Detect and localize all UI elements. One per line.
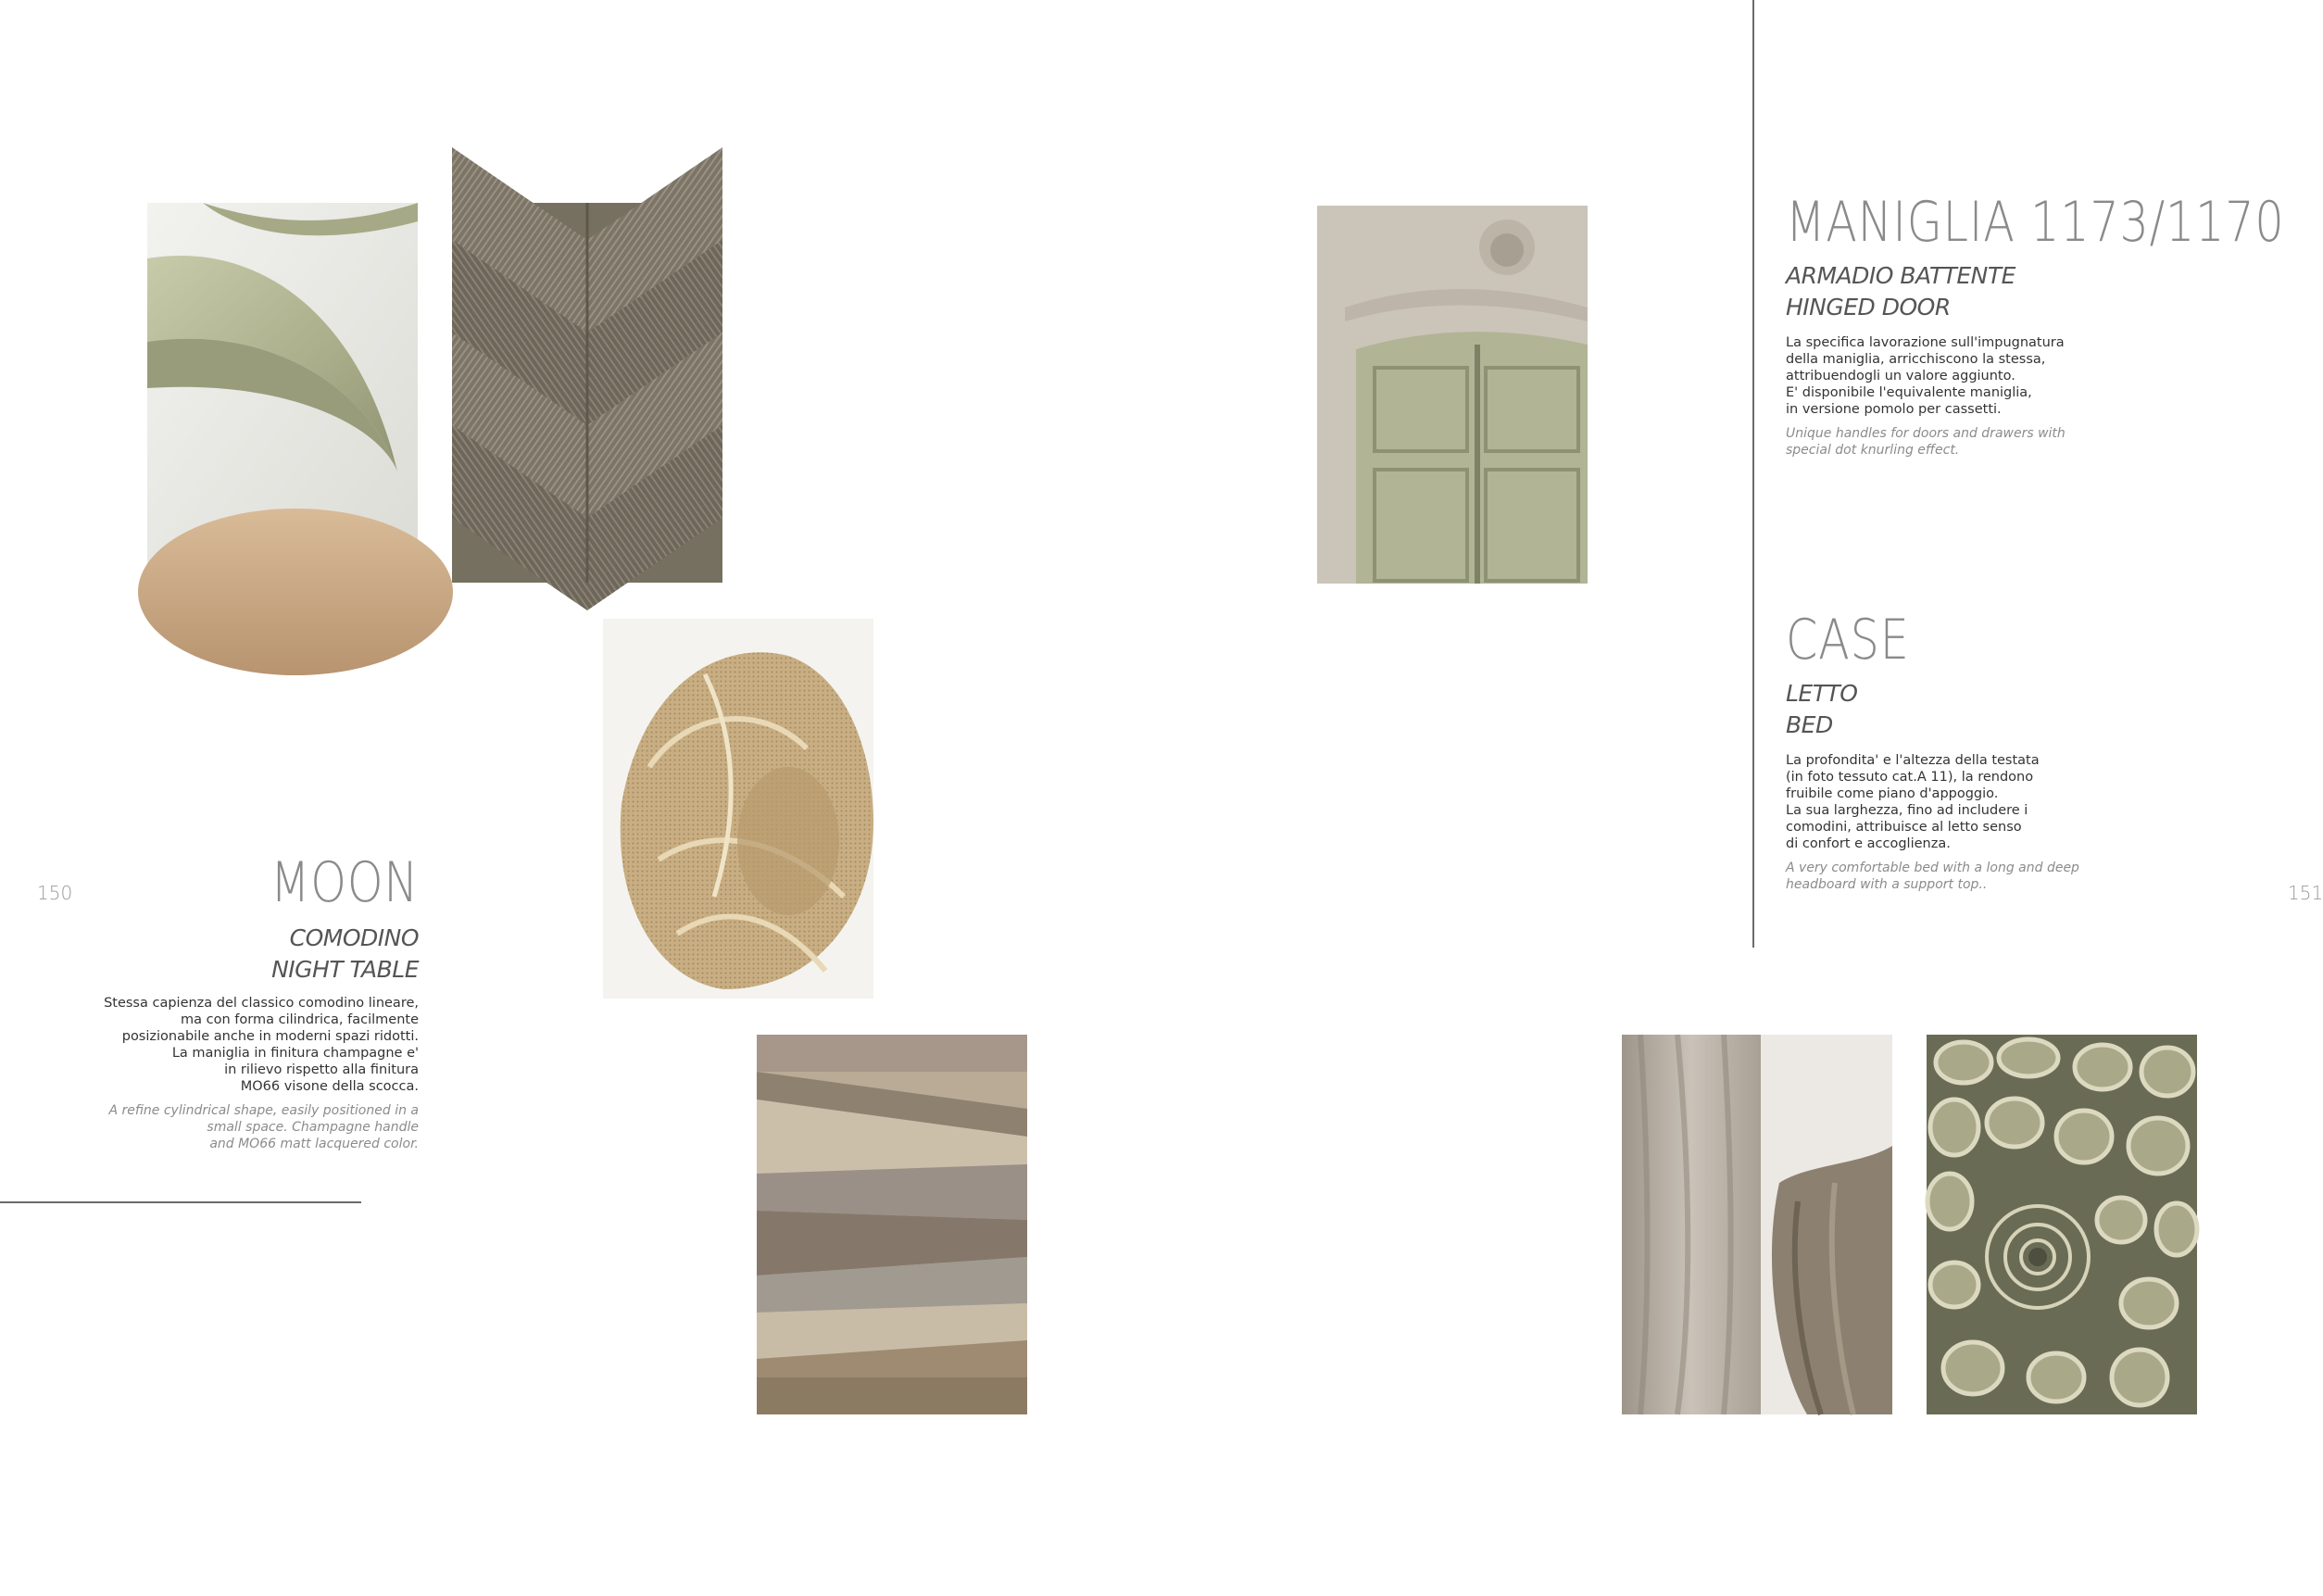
moon-body-it-line: MO66 visone della scocca. <box>240 1079 419 1094</box>
classic-door-photo <box>1317 206 1588 584</box>
moon-body-en-line: A refine cylindrical shape, easily positioned in a <box>108 1103 419 1118</box>
maniglia-body-en-line: special dot knurling effect. <box>1786 443 1960 458</box>
case-subtitle-it: LETTO <box>1786 680 1858 707</box>
page-number-right: 151 <box>2288 882 2323 904</box>
maniglia-body-en-line: Unique handles for doors and drawers with <box>1786 426 2066 441</box>
maniglia-body-it-line: in versione pomolo per cassetti. <box>1786 402 2002 417</box>
maniglia-title: MANIGLIA 1173/1170 <box>1786 190 2285 255</box>
maniglia-subtitle-en: HINGED DOOR <box>1786 294 1951 320</box>
case-body-it-line: (in foto tessuto cat.A 11), la rendono <box>1786 770 2034 785</box>
chevron-texture-photo <box>452 203 722 583</box>
case-body-it <box>1786 752 2175 852</box>
case-body-it-line: di confort e accoglienza. <box>1786 836 1951 851</box>
moon-body-it-line: posizionabile anche in moderni spazi ridotti. <box>121 1029 419 1044</box>
moon-body-en <box>30 1102 419 1152</box>
maniglia-body-it-line: della maniglia, arricchiscono la stessa, <box>1786 352 2046 367</box>
moon-body-it-line: La maniglia in finitura champagne e' <box>171 1046 419 1061</box>
case-body-en-line: A very comfortable bed with a long and deep <box>1786 861 2079 875</box>
curtain-vase-photo <box>1622 1035 1892 1414</box>
flower-relief-photo <box>1927 1035 2197 1414</box>
moon-body-it-line: Stessa capienza del classico comodino lineare, <box>104 996 419 1011</box>
case-body-it-line: comodini, attribuisce al letto senso <box>1786 820 2022 835</box>
maniglia-body-en <box>1786 425 2175 459</box>
striped-rug-photo <box>757 1035 1027 1414</box>
case-body-it-line: La profondita' e l'altezza della testata <box>1786 753 2040 768</box>
maniglia-body-it-line: E' disponibile l'equivalente maniglia, <box>1786 385 2032 400</box>
case-body-it-line: La sua larghezza, fino ad includere i <box>1786 803 2028 818</box>
maniglia-body-it-line: attribuendogli un valore aggiunto. <box>1786 369 2015 383</box>
moon-subtitle-en: NIGHT TABLE <box>271 956 419 983</box>
page-number-left: 150 <box>37 882 73 904</box>
horizontal-rule <box>0 1201 361 1203</box>
case-body-en <box>1786 860 2175 893</box>
moon-body-en-line: small space. Champagne handle <box>207 1120 419 1135</box>
maniglia-body-it <box>1786 334 2175 418</box>
maniglia-body-it-line: La specifica lavorazione sull'impugnatura <box>1786 335 2065 350</box>
case-subtitle-en: BED <box>1786 711 1833 738</box>
case-body-it-line: fruibile come piano d'appoggio. <box>1786 786 1999 801</box>
sage-curves-photo <box>147 203 418 581</box>
maniglia-subtitle-it: ARMADIO BATTENTE <box>1786 262 2015 289</box>
moon-body-en-line: and MO66 matt lacquered color. <box>209 1137 419 1151</box>
moon-title: MOON <box>270 850 419 915</box>
moon-body-it <box>30 995 419 1095</box>
moon-body-it-line: ma con forma cilindrica, facilmente <box>181 1012 419 1027</box>
moon-subtitle-it: COMODINO <box>289 924 419 951</box>
case-title: CASE <box>1786 608 1910 672</box>
moon-body-it-line: in rilievo rispetto alla finitura <box>224 1062 419 1077</box>
vertical-rule <box>1752 0 1754 948</box>
mesh-sculpture-photo <box>603 619 873 999</box>
case-body-en-line: headboard with a support top.. <box>1786 877 1988 892</box>
